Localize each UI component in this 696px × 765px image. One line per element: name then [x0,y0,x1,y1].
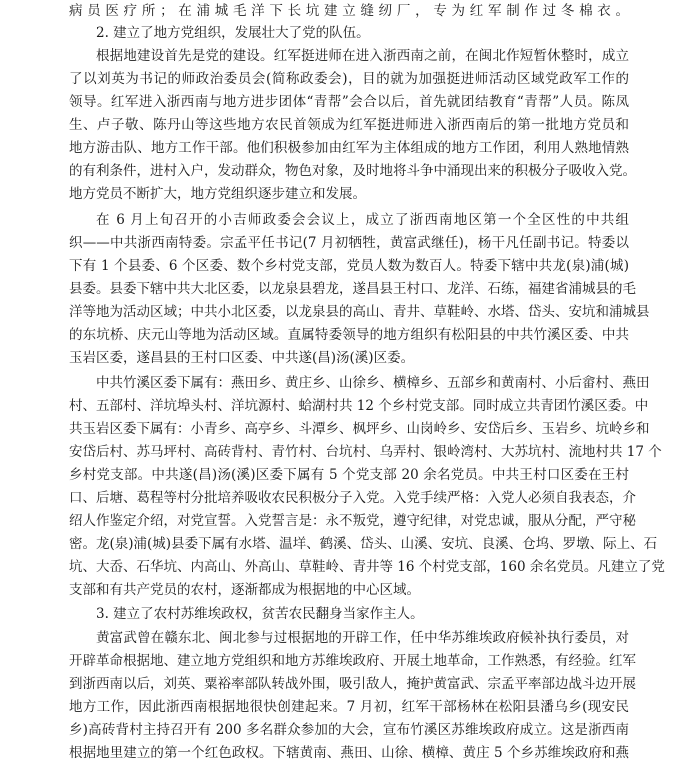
text-line: 开辟革命根据地、建立地方党组织和地方苏维埃政府、开展土地革命，工作熟悉，有经验。红军 [69,653,636,669]
text-line: 地方游击队、地方工作干部。他们积极参加由红军为主体组成的地方工作团，利用人熟地情熟 [69,140,629,156]
text-line: 织——中共浙西南特委。宗孟平任书记(7 月初牺牲，黄富武继任)，杨干凡任副书记。特委以 [69,235,629,251]
paragraph-end: 支部和有共产党员的农村，逐渐都成为根据地的中心区域。 [69,582,420,598]
paragraph-start: 黄富武曾在赣东北、闽北参与过根据地的开辟工作，任中华苏维埃政府候补执行委员，对 [96,630,629,646]
text-line: 县委。县委下辖中共大北区委，以龙泉县碧龙，遂昌县王村口、龙洋、石练，福建省浦城县的毛 [69,281,636,297]
text-line: 安岱后村、苏马坪村、高砖背村、青竹村、台坑村、乌弄村、银岭湾村、大苏坑村、流地村共 17 个 [69,444,662,460]
text-line: 领导。红军进入浙西南与地方进步团体“青帮”会合以后，首先就团结教育“青帮”人员。陈凤 [69,94,629,110]
paragraph-start: 在 6 月上旬召开的小吉师政委会会议上，成立了浙西南地区第一个全区性的中共组 [96,212,629,228]
paragraph-end: 玉岩区委，遂昌县的王村口区委、中共遂(昌)汤(溪)区委。 [69,350,415,366]
section-heading-3: 3. 建立了农村苏维埃政权，贫苦农民翻身当家作主人。 [96,606,424,622]
text-line: 的有利条件，进村入户，发动群众，物色对象，及时地将斗争中涌现出来的积极分子吸收入党。 [69,163,636,179]
text-line: 乡)高砖背村主持召开有 200 多名群众参加的大会，宣布竹溪区苏维埃政府成立。这是浙西南 [69,722,629,738]
paragraph-start: 根据地建设首先是党的建设。红军挺进师在进入浙西南之前，在闽北作短暂休整时，成立 [96,48,629,64]
text-line: 绍人作鉴定介绍，对党宣誓。入党誓言是：永不叛党，遵守纪律，对党忠诚，服从分配，严守秘 [69,513,636,529]
text-line: 村、五部村、洋坑埠头村、洋坑源村、蛤湖村共 12 个乡村党支部。同时成立共青团竹溪区委。中 [69,398,649,414]
text-line: 下有 1 个县委、6 个区委、数个乡村党支部，党员人数为数百人。特委下辖中共龙(泉)浦(城) [69,258,629,274]
paragraph-start: 中共竹溪区委下属有：燕田乡、黄庄乡、山徐乡、横樟乡、五部乡和黄南村、小后畲村、燕田 [96,375,650,391]
text-line: 密。龙(泉)浦(城)县委下属有水塔、温垟、鹤溪、岱头、山溪、安坑、良溪、仓坞、罗墩、际上、石 [69,536,658,552]
text-line: 了以刘英为书记的师政治委员会(简称政委会)，目的就为加强挺进师活动区域党政军工作的 [69,71,629,87]
text-line: 地方工作，因此浙西南根据地很快创建起来。7 月初，红军干部杨林在松阳县潘乌乡(现安民 [69,699,629,715]
text-line: 到浙西南以后，刘英、粟裕率部队转战外围，吸引敌人，掩护黄富武、宗孟平率部边战斗边开展 [69,676,636,692]
section-heading-2: 2. 建立了地方党组织，发展壮大了党的队伍。 [96,25,370,41]
text-line: 根据地里建立的第一个红色政权。下辖黄南、燕田、山徐、横樟、黄庄 5 个乡苏维埃政府和燕 [69,745,629,761]
text-line: 口、后塘、葛程等村分批培养吸收农民积极分子入党。入党手续严格：入党人必须自我表态，介 [69,490,636,506]
text-line: 生、卢子敬、陈丹山等这些地方农民首领成为红军挺进师进入浙西南后的第一批地方党员和 [69,117,629,133]
text-line: 共玉岩区委下属有：小青乡、高亭乡、斗潭乡、枫坪乡、山岗岭乡、安岱后乡、玉岩乡、坑岭乡和 [69,421,650,437]
text-line: 乡村党支部。中共遂(昌)汤(溪)区委下属有 5 个党支部 20 余名党员。中共王村口区委在王村 [69,467,629,483]
text-line: 坑、大岙、石华坑、内高山、外高山、草鞋岭、青井等 16 个村党支部，160 余名党员。凡建立了党 [69,559,665,575]
text-line: 洋等地为活动区域；中共小北区委，以龙泉县的高山、青井、草鞋岭、水塔、岱头、安坑和浦城县 [69,304,650,320]
text-line: 的东坑桥、庆元山等地为活动区域。直属特委领导的地方组织有松阳县的中共竹溪区委、中共 [69,327,629,343]
text-line: 病员医疗所；在浦城毛洋下长坑建立缝纫厂，专为红军制作过冬棉衣。 [69,3,629,19]
paragraph-end: 地方党员不断扩大，地方党组织逐步建立和发展。 [69,186,366,202]
